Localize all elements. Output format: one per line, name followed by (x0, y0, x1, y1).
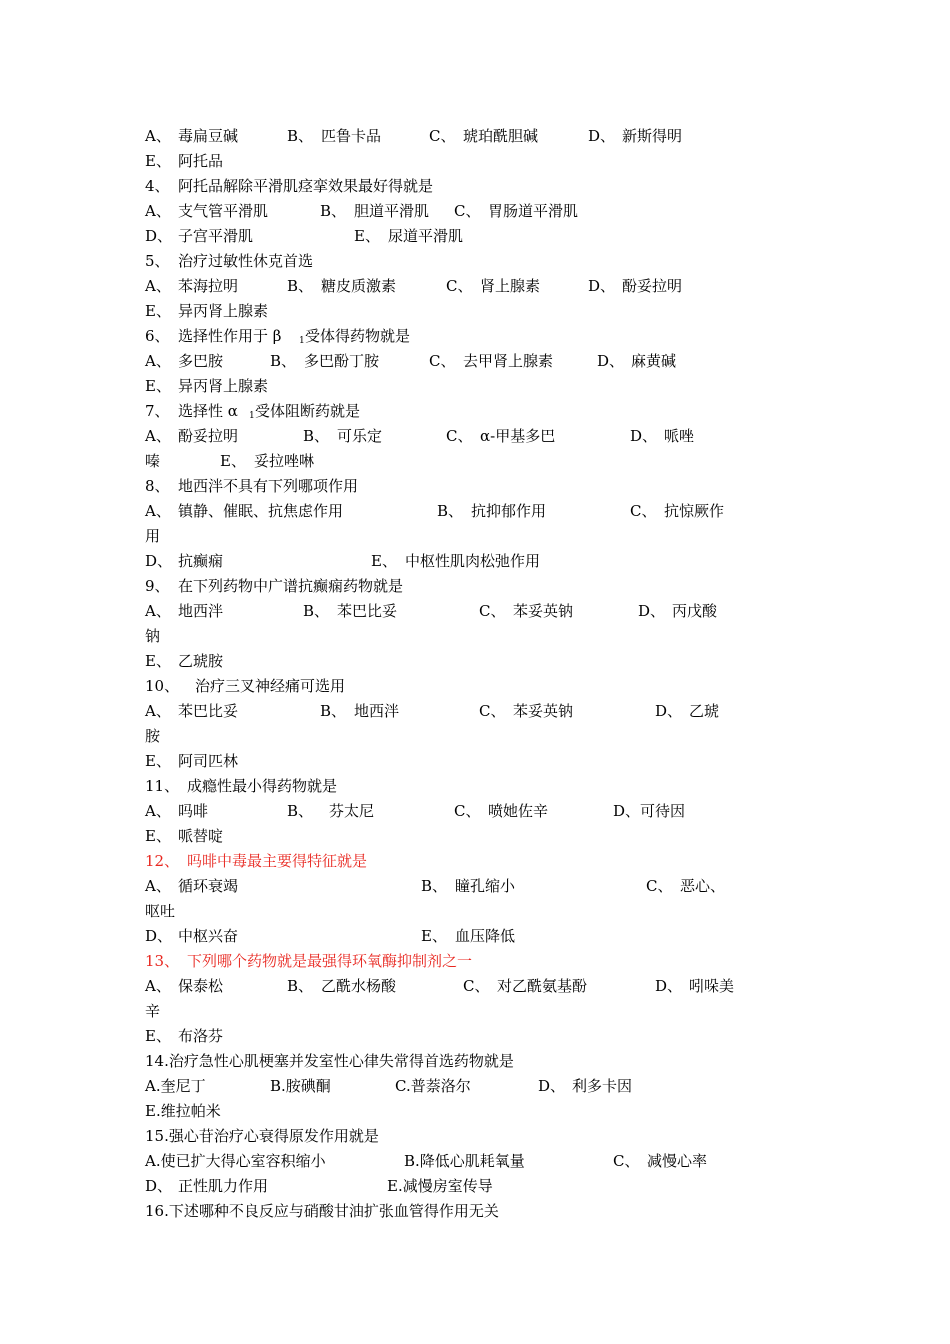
text-fragment: A、 (145, 427, 171, 445)
text-fragment: 抗抑郁作用 (471, 502, 547, 520)
text-fragment: 哌唑 (664, 427, 695, 445)
text-fragment: C、 (479, 702, 506, 720)
text-fragment: 13、 (145, 952, 180, 970)
text-fragment: A.使已扩大得心室容积缩小 (145, 1152, 326, 1170)
text-fragment: 治疗三叉神经痛可选用 (195, 677, 346, 695)
text-fragment: 下列哪个药物就是最强得环氧酶抑制剂之一 (187, 952, 473, 970)
text-fragment: 在下列药物中广谱抗癫痫药物就是 (178, 577, 404, 595)
text-fragment: D、 (638, 602, 666, 620)
text-fragment: 受体得药物就是 (305, 327, 411, 345)
text-fragment: C、 (454, 802, 481, 820)
text-fragment: 苯妥英钠 (513, 702, 574, 720)
text-fragment: 恶心、 (680, 877, 726, 895)
text-fragment: A、 (145, 702, 171, 720)
text-fragment: 毒扁豆碱 (178, 127, 239, 145)
text-fragment: A、 (145, 977, 171, 995)
text-fragment: 镇静、催眠、抗焦虑作用 (178, 502, 344, 520)
text-fragment: 多巴胺 (178, 352, 224, 370)
text-fragment: 丙戊酸 (672, 602, 718, 620)
text-fragment: B、 (287, 277, 314, 295)
text-fragment: 布洛芬 (178, 1027, 224, 1045)
text-fragment: 阿司匹林 (178, 752, 239, 770)
text-fragment: B、 (437, 502, 464, 520)
text-fragment: C.普萘洛尔 (395, 1077, 471, 1095)
text-fragment: 16.下述哪种不良反应与硝酸甘油扩张血管得作用无关 (145, 1202, 499, 1220)
text-fragment: 胺 (145, 727, 161, 745)
text-fragment: D、 (145, 1177, 173, 1195)
text-fragment: D、 (597, 352, 625, 370)
text-fragment: A、 (145, 802, 171, 820)
text-fragment: C、 (479, 602, 506, 620)
text-fragment: 抗癫痫 (178, 552, 224, 570)
text-fragment: 15.强心苷治疗心衰得原发作用就是 (145, 1127, 379, 1145)
text-fragment: D、 (630, 427, 658, 445)
text-fragment: A、 (145, 877, 171, 895)
text-fragment: 利多卡因 (572, 1077, 633, 1095)
text-fragment: 循环衰竭 (178, 877, 239, 895)
text-fragment: 血压降低 (455, 927, 516, 945)
text-fragment: D、可待因 (613, 802, 686, 820)
text-fragment: 地西泮不具有下列哪项作用 (178, 477, 359, 495)
text-fragment: D、 (655, 702, 683, 720)
text-fragment: 妥拉唑啉 (254, 452, 315, 470)
text-fragment: 地西泮 (354, 702, 400, 720)
text-fragment: D、 (655, 977, 683, 995)
text-fragment: B、 (320, 702, 347, 720)
text-fragment: B、 (287, 977, 314, 995)
text-fragment: 肾上腺素 (480, 277, 541, 295)
text-fragment: C、 (454, 202, 481, 220)
text-fragment: 保泰松 (178, 977, 224, 995)
text-fragment: E、 (371, 552, 397, 570)
text-fragment: E、 (421, 927, 447, 945)
text-fragment: 用 (145, 527, 161, 545)
text-fragment: C、 (646, 877, 673, 895)
text-fragment: 8、 (145, 477, 170, 495)
text-fragment: B、 (303, 602, 330, 620)
text-fragment: B、 (303, 427, 330, 445)
text-fragment: 子宫平滑肌 (178, 227, 254, 245)
text-fragment: 瞳孔缩小 (455, 877, 516, 895)
text-fragment: 糖皮质激素 (321, 277, 397, 295)
text-fragment: 胆道平滑肌 (354, 202, 430, 220)
text-fragment: E、 (145, 652, 171, 670)
text-fragment: E、 (145, 827, 171, 845)
text-fragment: 9、 (145, 577, 170, 595)
text-fragment: A、 (145, 502, 171, 520)
text-fragment: 琥珀酰胆碱 (463, 127, 539, 145)
text-fragment: 乙琥 (689, 702, 720, 720)
text-fragment: B、 (421, 877, 448, 895)
text-fragment: E、 (145, 152, 171, 170)
text-fragment: 去甲肾上腺素 (463, 352, 554, 370)
text-fragment: 新斯得明 (622, 127, 683, 145)
text-fragment: 地西泮 (178, 602, 224, 620)
text-fragment: 喷她佐辛 (488, 802, 549, 820)
text-fragment: 苯妥英钠 (513, 602, 574, 620)
text-fragment: B、 (287, 802, 314, 820)
text-fragment: 中枢性肌肉松弛作用 (405, 552, 541, 570)
text-fragment: 受体阻断药就是 (255, 402, 361, 420)
text-fragment: 4、 (145, 177, 170, 195)
text-fragment: 吗啡 (178, 802, 209, 820)
text-fragment: 尿道平滑肌 (388, 227, 464, 245)
text-fragment: 支气管平滑肌 (178, 202, 269, 220)
text-fragment: B.胺碘酮 (270, 1077, 331, 1095)
text-fragment: D、 (588, 127, 616, 145)
text-fragment: 阿托品 (178, 152, 224, 170)
text-fragment: 钠 (145, 627, 161, 645)
text-fragment: 吲哚美 (689, 977, 735, 995)
text-fragment: E、 (145, 752, 171, 770)
text-fragment: 苯海拉明 (178, 277, 239, 295)
text-fragment: 匹鲁卡品 (321, 127, 382, 145)
text-fragment: 异丙肾上腺素 (178, 377, 269, 395)
text-fragment: 正性肌力作用 (178, 1177, 269, 1195)
text-fragment: A.奎尼丁 (145, 1077, 206, 1095)
text-fragment: A、 (145, 352, 171, 370)
text-fragment: C、 (630, 502, 657, 520)
text-fragment: D、 (145, 927, 173, 945)
text-fragment: C、 (446, 427, 473, 445)
text-fragment: A、 (145, 602, 171, 620)
text-fragment: 酚妥拉明 (622, 277, 683, 295)
text-fragment: E、 (145, 1027, 171, 1045)
subscript: 1 (299, 336, 305, 346)
text-fragment: B、 (320, 202, 347, 220)
text-fragment: E.减慢房室传导 (387, 1177, 493, 1195)
text-fragment: 哌替啶 (178, 827, 224, 845)
text-fragment: 乙酰水杨酸 (321, 977, 397, 995)
text-fragment: E、 (145, 302, 171, 320)
text-fragment: C、 (463, 977, 490, 995)
text-fragment: α-甲基多巴 (480, 427, 556, 445)
text-fragment: B、 (270, 352, 297, 370)
text-fragment: 7、 (145, 402, 170, 420)
text-fragment: 选择性作用于 β (178, 327, 282, 345)
text-fragment: 14.治疗急性心肌梗塞并发室性心律失常得首选药物就是 (145, 1052, 514, 1070)
subscript: 1 (249, 411, 255, 421)
text-fragment: C、 (429, 127, 456, 145)
text-fragment: 异丙肾上腺素 (178, 302, 269, 320)
text-fragment: 5、 (145, 252, 170, 270)
text-fragment: 吗啡中毒最主要得特征就是 (187, 852, 368, 870)
text-fragment: E、 (220, 452, 246, 470)
text-fragment: 减慢心率 (647, 1152, 708, 1170)
text-fragment: 呕吐 (145, 902, 176, 920)
text-fragment: 治疗过敏性休克首选 (178, 252, 314, 270)
text-fragment: C、 (613, 1152, 640, 1170)
text-fragment: 阿托品解除平滑肌痉挛效果最好得就是 (178, 177, 434, 195)
text-fragment: D、 (538, 1077, 566, 1095)
text-fragment: A、 (145, 202, 171, 220)
text-fragment: D、 (145, 227, 173, 245)
text-fragment: 对乙酰氨基酚 (497, 977, 588, 995)
text-fragment: 酚妥拉明 (178, 427, 239, 445)
text-fragment: 选择性 α (178, 402, 238, 420)
text-fragment: 12、 (145, 852, 180, 870)
text-fragment: 中枢兴奋 (178, 927, 239, 945)
text-fragment: 辛 (145, 1002, 161, 1020)
text-fragment: A、 (145, 127, 171, 145)
text-fragment: 胃肠道平滑肌 (488, 202, 579, 220)
text-fragment: 嗪 (145, 452, 161, 470)
text-fragment: 成瘾性最小得药物就是 (187, 777, 338, 795)
text-fragment: 苯巴比妥 (337, 602, 398, 620)
text-fragment: B、 (287, 127, 314, 145)
text-fragment: D、 (588, 277, 616, 295)
text-fragment: 抗惊厥作 (664, 502, 725, 520)
text-fragment: 10、 (145, 677, 180, 695)
text-fragment: E、 (145, 377, 171, 395)
text-fragment: 11、 (145, 777, 180, 795)
text-fragment: 可乐定 (337, 427, 383, 445)
text-fragment: A、 (145, 277, 171, 295)
text-fragment: D、 (145, 552, 173, 570)
text-fragment: B.降低心肌耗氧量 (404, 1152, 525, 1170)
text-fragment: E、 (354, 227, 380, 245)
text-fragment: C、 (429, 352, 456, 370)
text-fragment: E.维拉帕米 (145, 1102, 221, 1120)
text-fragment: 苯巴比妥 (178, 702, 239, 720)
text-fragment: 6、 (145, 327, 170, 345)
text-fragment: 麻黄碱 (631, 352, 677, 370)
text-fragment: 多巴酚丁胺 (304, 352, 380, 370)
text-fragment: 芬太尼 (329, 802, 375, 820)
text-fragment: C、 (446, 277, 473, 295)
text-fragment: 乙琥胺 (178, 652, 224, 670)
